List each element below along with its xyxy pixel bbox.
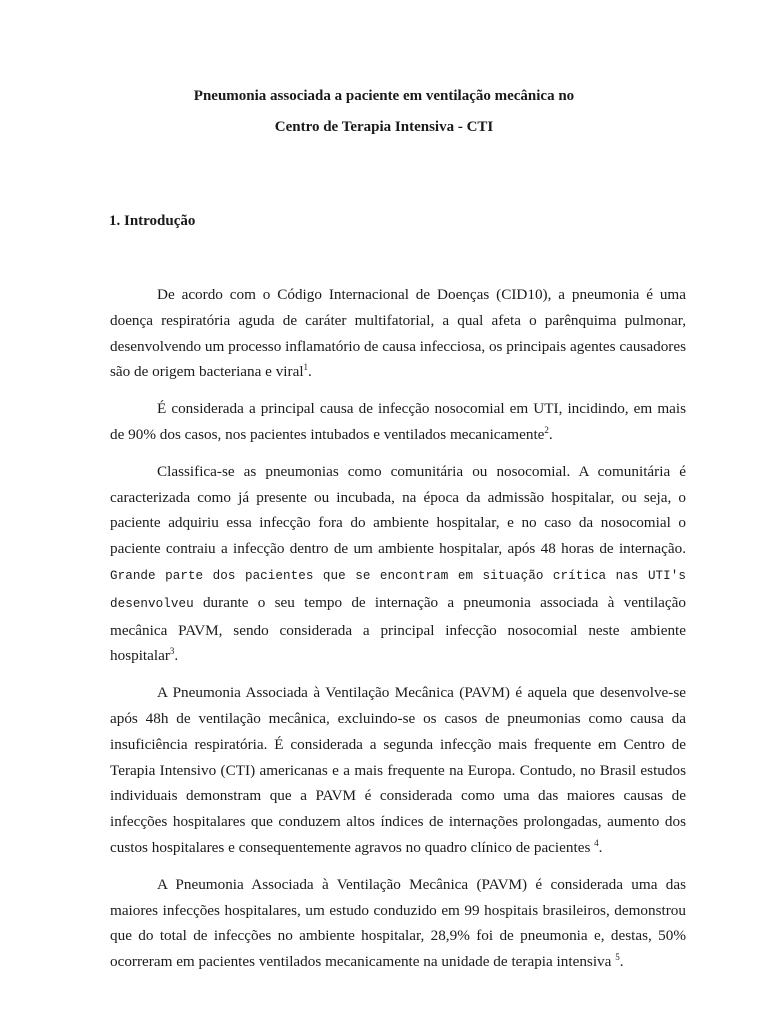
paragraph-5 [110, 872, 686, 975]
paragraph-3-end: . [174, 647, 179, 665]
paragraph-2 [110, 396, 686, 448]
reference-4: 4 [594, 837, 599, 848]
body-text [110, 282, 686, 986]
reference-1: 1 [303, 362, 309, 373]
paragraph-1-text: De acordo com o Código Internacional de Doenças (CID10), a pneumonia é uma doença respiratória aguda de caráter multifatorial, a qual afeta o parênquima pulmonar, desenvolvendo um processo inflamatório de causa infecciosa, os principais agentes causadores são de origem bacteriana e viral [110, 286, 686, 381]
paragraph-3-text: Classifica-se as pneumonias como comunitária ou nosocomial. A comunitária é caracterizada como já presente ou incubada, na época da admissão hospitalar, ou seja, o paciente adquiriu essa infecção fora do ambiente hospitalar, e no caso da nosocomial o paciente contraiu a infecção dentro de um ambiente hospitalar, após 48 horas de internação. [110, 462, 686, 558]
paragraph-1 [110, 282, 686, 385]
paragraph-2-text: É considerada a principal causa de infecção nosocomial em UTI, incidindo, em mais de 90% dos casos, nos pacientes intubados e ventilados mecanicamente [110, 400, 686, 443]
paragraph-4-end: . [598, 838, 603, 856]
paragraph-4-text: A Pneumonia Associada à Ventilação Mecânica (PAVM) é aquela que desenvolve-se após 48h de ventilação mecânica, excluindo-se os casos de pneumonias como causa da insuficiência respiratória. É considerada a segunda infecção mais frequente em Centro de Terapia Intensivo (CTI) americanas e a mais frequente na Europa. Contudo, no Brasil estudos individuais demonstram que a PAVM é considerada como uma das maiores causas de infecções hospitalares que conduzem altos índices de internações prolongadas, aumento dos custos hospitalares e consequentemente agravos no quadro clínico de pacientes [110, 684, 686, 856]
paragraph-5-end: . [619, 953, 624, 971]
reference-5: 5 [615, 952, 620, 963]
paragraph-5-text: A Pneumonia Associada à Ventilação Mecânica (PAVM) é considerada uma das maiores infecções hospitalares, um estudo conduzido em 99 hospitais brasileiros, demonstrou que do total de infecções no ambiente hospitalar, 28,9% foi de pneumonia e, destas, 50% ocorreram em pacientes ventilados mecanicamente na unidade de terapia intensiva [110, 875, 686, 971]
document-title-line-1: Pneumonia associada a paciente em ventilação mecânica no [193, 88, 575, 104]
paragraph-4 [110, 680, 686, 861]
reference-3: 3 [169, 646, 175, 657]
paragraph-2-end: . [548, 425, 553, 443]
document-title-line-2: Centro de Terapia Intensiva - CTI [274, 119, 494, 135]
paragraph-3 [110, 459, 686, 669]
reference-2: 2 [544, 424, 549, 435]
paragraph-3-mono-text: Grande parte dos pacientes que se encontram em situação crítica nas UTI's desenvolveu [110, 568, 686, 611]
paragraph-3-text-continued: durante o seu tempo de internação a pneumonia associada à ventilação mecânica PAVM, sendo considerada a principal infecção nosocomial neste ambiente hospitalar [110, 593, 687, 665]
paragraph-1-end: . [308, 363, 312, 381]
section-heading: 1. Introdução [109, 213, 196, 229]
